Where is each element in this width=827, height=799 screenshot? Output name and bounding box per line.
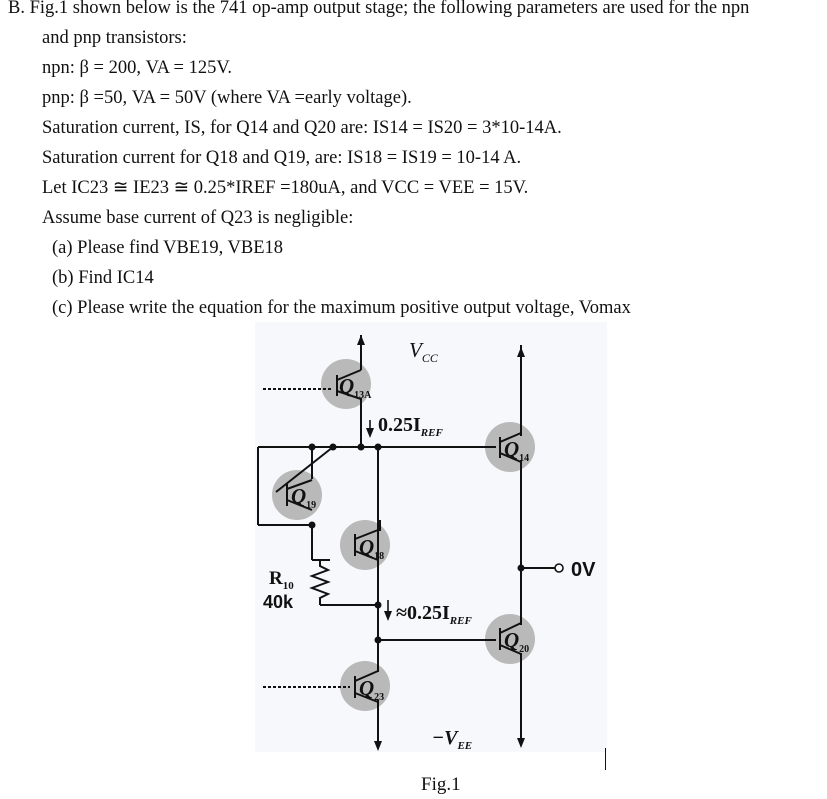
problem-label: B.	[8, 0, 25, 18]
question-a: (a) Please find VBE19, VBE18	[52, 238, 284, 258]
vcc-label: $V_{CC}$	[409, 338, 438, 365]
figure-background	[255, 322, 607, 752]
q20-label: $Q_{20}$	[504, 628, 530, 655]
problem-line-2: and pnp transistors:	[42, 28, 187, 48]
q19-label: $Q_{19}$	[291, 484, 317, 511]
question-b: (b) Find IC14	[52, 268, 154, 288]
saturation-current-q14-q20: Saturation current, IS, for Q14 and Q20 are: IS14 = IS20 = 3*10-14A.	[42, 118, 562, 138]
op-amp-output-stage-schematic	[255, 322, 607, 752]
current-label-bottom: $\approx 0.25I_{REF}$	[396, 602, 472, 627]
text-cursor-mark	[605, 748, 606, 770]
q14-label: $Q_{14}$	[504, 437, 530, 464]
bias-conditions: Let IC23 ≅ IE23 ≅ 0.25*IREF =180uA, and VCC = VEE = 15V.	[42, 178, 529, 198]
assumption: Assume base current of Q23 is negligible:	[42, 208, 354, 228]
current-label-top: $0.25I_{REF}$	[378, 414, 443, 439]
q13a-label: $Q_{13A}$	[339, 374, 372, 401]
pnp-parameters: pnp: β =50, VA = 50V (where VA =early voltage).	[42, 88, 412, 108]
figure-caption: Fig.1	[421, 774, 461, 795]
npn-parameters: npn: β = 200, VA = 125V.	[42, 58, 232, 78]
output-terminal	[555, 564, 563, 572]
r10-name-label: $R_{10}$	[269, 568, 294, 592]
vee-label: $-V_{EE}$	[432, 727, 473, 752]
output-voltage-label: 0V	[571, 559, 596, 581]
q18-label: $Q_{18}$	[359, 535, 385, 562]
problem-intro-text: Fig.1 shown below is the 741 op-amp output stage; the following parameters are used for the npn	[29, 0, 750, 18]
r10-value-label: 40k	[263, 592, 294, 612]
problem-line-1	[8, 0, 749, 19]
saturation-current-q18-q19: Saturation current for Q18 and Q19, are: IS18 = IS19 = 10-14 A.	[42, 148, 522, 168]
q23-label: $Q_{23}$	[359, 676, 385, 703]
question-c: (c) Please write the equation for the maximum positive output voltage, Vomax	[52, 298, 631, 318]
